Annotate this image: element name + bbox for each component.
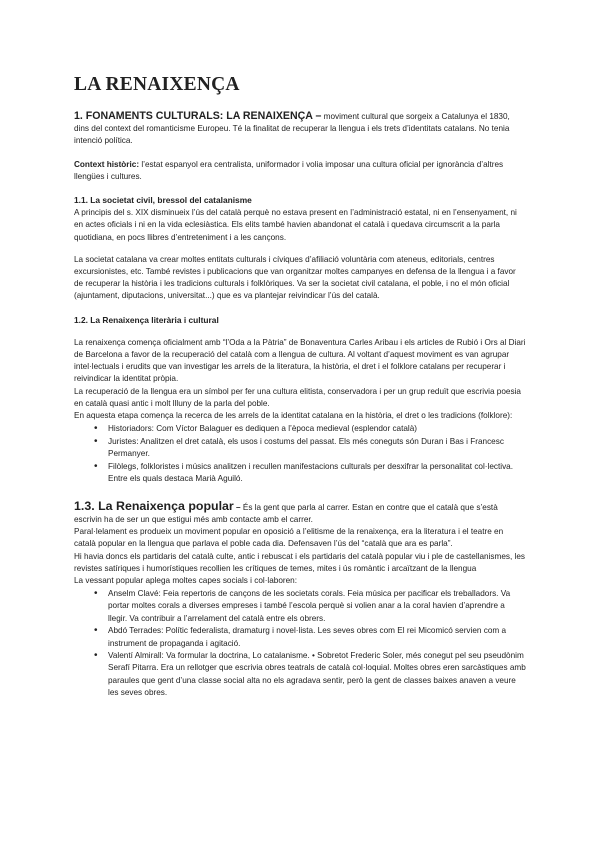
section-1-3-heading: 1.3. La Renaixença popular (74, 498, 234, 513)
list-item: • Historiadors: Com Víctor Balaguer es dediquen a l’època medieval (esplendor català) (108, 423, 526, 435)
context-paragraph (74, 159, 526, 183)
section-1-3-dash: – (233, 502, 243, 512)
section-1-1-heading: 1.1. La societat civil, bressol del catalanisme (74, 195, 252, 206)
section-1-1-paragraph-2: La societat catalana va crear moltes entitats culturals i cíviques d’afiliació voluntària com ateneus, editorials, centres excursionistes, etc. També revistes i publicacions que van organitzar moltes campanyes en defensa de la llengua i a favor de recuperar la història i les tradicions culturals i folklòriques. Va ser la societat civil catalana, el poble, i no el món oficial (ajuntament, diputacions, universitat...) que es va plantejar reivindicar l’ús del català. (74, 254, 516, 301)
section-1-2-list (74, 423, 526, 485)
list-item: • Juristes: Analitzen el dret català, els usos i costums del passat. Els més coneguts són Duran i Bas i Francesc Permanyer. (108, 436, 526, 460)
list-item: • Filòlegs, folkloristes i músics analitzen i recullen manifestacions culturals per desxifrar la personalitat col·lectiva. Entre els quals destaca Marià Aguiló. (108, 461, 526, 485)
section-1-paragraph (74, 110, 526, 148)
section-1-2-paragraph-1: La renaixença comença oficialment amb “l’Oda a la Pàtria” de Bonaventura Carles Aribau i els articles de Rubió i Ors al Diari de Barcelona a favor de la recuperació del català com a llengua de cultura. Al voltant d’aquest moviment es van agrupar intel·lectuals i erudits que van investigar les arrels de la literatura, la història, el dret i el folklore catalans per recuperar i reivindicar la identitat pròpia. (74, 337, 526, 384)
section-1-3-paragraph-3: Hi havia doncs els partidaris del català culte, antic i rebuscat i els partidaris del català popular viu i ple de castellanismes, les revistes satíriques i humorístiques recollien les crítiques de temes, mites i ús romàntic i arcaïtzant de la llengua (74, 551, 525, 573)
section-1-heading: 1. FONAMENTS CULTURALS: LA RENAIXENÇA – (74, 110, 322, 122)
document-title: LA RENAIXENÇA (74, 74, 240, 95)
list-item: • Valentí Almirall: Va formular la doctrina, Lo catalanisme. • Sobretot Frederic Soler, més conegut pel seu pseudònim Serafí Pitarra. Era un rellotger que escrivia obres teatrals de català col·loquial. Moltes obres eren sarcàstiques amb paraules que gent d’una classe social alta no els agradava sentir, però la gent de classes baixes anaven a veure les seves obres. (108, 650, 526, 699)
list-item: • Abdó Terrades: Polític federalista, dramaturg i novel·lista. Les seves obres com El rei Micomicó servien com a instrument de propaganda i agitació. (108, 625, 526, 649)
context-label: Context històric: (74, 159, 140, 169)
section-1-3-list (74, 588, 526, 699)
section-1-3-text: És la gent que parla al carrer. Estan en contre que el català que s’està escrivin ha de ser un que estigui més amb contacte amb el carrer. (74, 502, 498, 524)
section-1-1-paragraph-1: A principis del s. XIX disminueix l’ús del català perquè no estava present en l’administració estatal, ni en l’ensenyament, ni en actes oficials i ni en la vida eclesiàstica. Els elits també havien abandonat el català i quedava circumscrit a la parla quotidiana, en pocs llibres d’entreteniment i a les cançons. (74, 208, 517, 242)
list-item: • Anselm Clavé: Feia repertoris de cançons de les societats corals. Feia música per pacificar els treballadors. Va portar moltes corals a diverses empreses i també l’escola perquè si volien anar a la coral havien d’aprendre a llegir. Va contribuir a l’arrelament del català entre els obrers. (108, 588, 526, 625)
section-1-2-paragraph-2: La recuperació de la llengua era un símbol per fer una cultura elitista, conservadora i per un grup reduït que escrivia poesia en català quasi antic i molt llluny de la parla del poble. (74, 386, 521, 408)
section-1-3-paragraph-1 (74, 500, 526, 526)
section-1-2-heading: 1.2. La Renaixença literària i cultural (74, 314, 219, 325)
section-1-2-paragraph-3: En aquesta etapa comença la recerca de les arrels de la identitat catalana en la història, el dret o les tradicions (folklore): (74, 411, 513, 421)
context-text: l’estat espanyol era centralista, uniformador i volia imposar una cultura oficial per ignorància d’altres llengües i cultures. (74, 159, 504, 181)
section-1-3-paragraph-2: Paral·lelament es produeix un moviment popular en oposició a l’elitisme de la renaixença, era la literatura i el teatre en català popular en la llengua que parlava el poble cada dia. Defensaven l’ús del “català que ara es parla”. (74, 527, 504, 549)
section-1-3-paragraph-4: La vessant popular aplega moltes capes socials i col·laboren: (74, 576, 298, 585)
section-1-text: moviment cultural que sorgeix a Catalunya el 1830, dins del context del romanticisme Europeu. Té la finalitat de recuperar la llengua i els trets d’identitats catalans. No tenia intenció política. (74, 112, 510, 146)
